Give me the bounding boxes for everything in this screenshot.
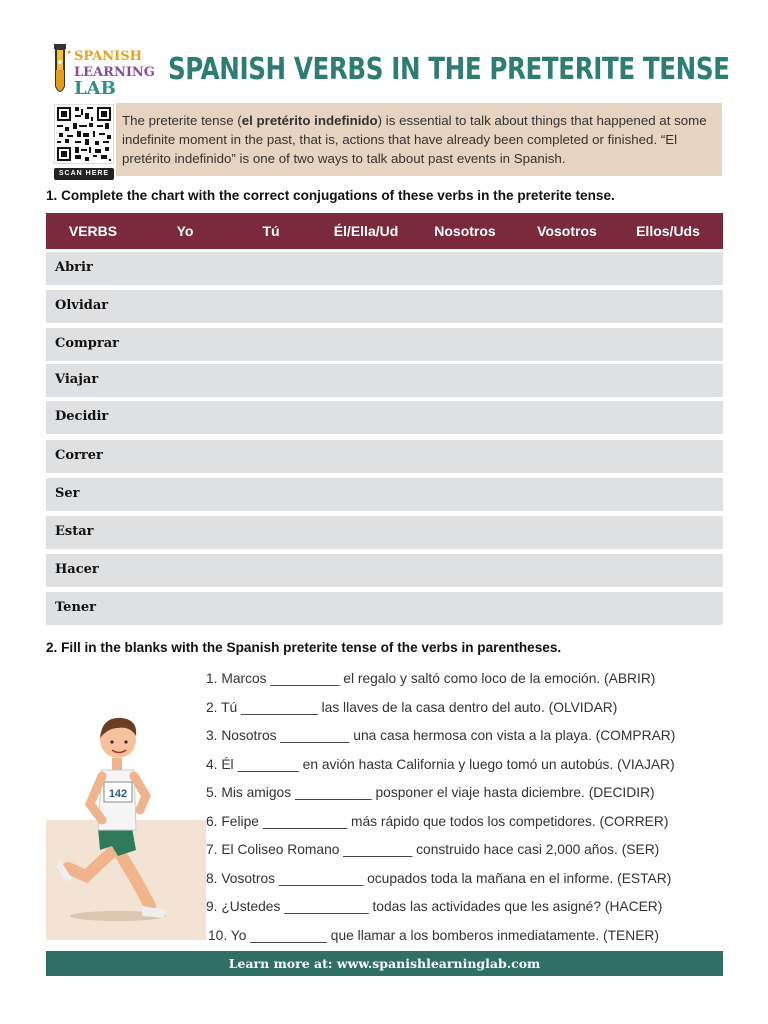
verb-label: Viajar bbox=[55, 372, 99, 387]
table-row[interactable] bbox=[46, 328, 723, 361]
table-row[interactable] bbox=[46, 516, 723, 549]
intro-paragraph bbox=[116, 103, 722, 176]
verb-label: Decidir bbox=[55, 409, 109, 424]
verb-label: Tener bbox=[55, 600, 97, 615]
header-ellos-uds: Ellos/Uds bbox=[636, 223, 700, 239]
intro-bold-term: el pretérito indefinido bbox=[241, 113, 378, 128]
verb-label: Hacer bbox=[55, 562, 99, 577]
logo-word-3: LAB bbox=[74, 78, 116, 99]
exercise-item: 9. ¿Ustedes ___________ todas las actividades que les asigné? (HACER) bbox=[206, 899, 663, 914]
table-row[interactable] bbox=[46, 252, 723, 285]
table-row[interactable] bbox=[46, 478, 723, 511]
bib-number: 142 bbox=[108, 788, 128, 800]
exercise-item: 4. Él ________ en avión hasta California y luego tomó un autobús. (VIAJAR) bbox=[206, 757, 675, 772]
logo bbox=[50, 42, 160, 102]
verb-label: Estar bbox=[55, 524, 94, 539]
scan-here-label: SCAN HERE bbox=[54, 168, 114, 180]
verb-label: Ser bbox=[55, 486, 80, 501]
verb-label: Olvidar bbox=[55, 298, 109, 313]
exercise-item: 7. El Coliseo Romano _________ construido hace casi 2,000 años. (SER) bbox=[206, 842, 660, 857]
intro-text-2: ) is essential to talk about things that happened at some indefinite moment in the past, that is, actions that have already been completed or finished. “El pretérito indefinido” is one of two ways to talk about past events in Spanish. bbox=[122, 113, 707, 166]
table-row[interactable] bbox=[46, 364, 723, 397]
header-tu: Tú bbox=[262, 223, 280, 239]
exercise-item: 3. Nosotros _________ una casa hermosa con vista a la playa. (COMPRAR) bbox=[206, 728, 676, 743]
exercise-item: 2. Tú __________ las llaves de la casa dentro del auto. (OLVIDAR) bbox=[206, 700, 618, 715]
header-vosotros: Vosotros bbox=[537, 223, 597, 239]
header-yo: Yo bbox=[176, 223, 194, 239]
page-title: SPANISH VERBS IN THE PRETERITE TENSE bbox=[168, 52, 730, 87]
conjugation-table-header bbox=[46, 213, 723, 249]
exercise-item: 5. Mis amigos __________ posponer el viaje hasta diciembre. (DECIDIR) bbox=[206, 785, 655, 800]
qr-code-icon[interactable] bbox=[54, 104, 114, 164]
test-tube-icon bbox=[50, 42, 74, 100]
logo-word-2: LEARNING bbox=[74, 65, 155, 80]
logo-word-1: SPANISH bbox=[74, 49, 142, 64]
section-1-heading: 1. Complete the chart with the correct conjugations of these verbs in the preterite tense. bbox=[46, 188, 615, 203]
runner-illustration bbox=[46, 700, 206, 940]
table-row[interactable] bbox=[46, 440, 723, 473]
exercise-item: 8. Vosotros ___________ ocupados toda la mañana en el informe. (ESTAR) bbox=[206, 871, 672, 886]
exercise-item: 1. Marcos _________ el regalo y saltó como loco de la emoción. (ABRIR) bbox=[206, 671, 656, 686]
exercise-item: 10. Yo __________ que llamar a los bomberos inmediatamente. (TENER) bbox=[208, 928, 659, 943]
header-el-ella-ud: Él/Ella/Ud bbox=[333, 223, 399, 239]
section-2-heading: 2. Fill in the blanks with the Spanish preterite tense of the verbs in parentheses. bbox=[46, 640, 562, 655]
verb-label: Correr bbox=[55, 448, 103, 463]
verb-label: Abrir bbox=[55, 260, 93, 275]
table-row[interactable] bbox=[46, 290, 723, 323]
table-row[interactable] bbox=[46, 592, 723, 625]
exercise-item: 6. Felipe ___________ más rápido que todos los competidores. (CORRER) bbox=[206, 814, 669, 829]
header-nosotros: Nosotros bbox=[434, 223, 496, 239]
intro-text-1: The preterite tense ( bbox=[122, 113, 242, 128]
table-row[interactable] bbox=[46, 401, 723, 434]
table-row[interactable] bbox=[46, 554, 723, 587]
verb-label: Comprar bbox=[55, 336, 119, 351]
footer-link[interactable]: Learn more at: www.spanishlearninglab.com bbox=[46, 951, 723, 976]
header-verbs: VERBS bbox=[68, 223, 118, 239]
